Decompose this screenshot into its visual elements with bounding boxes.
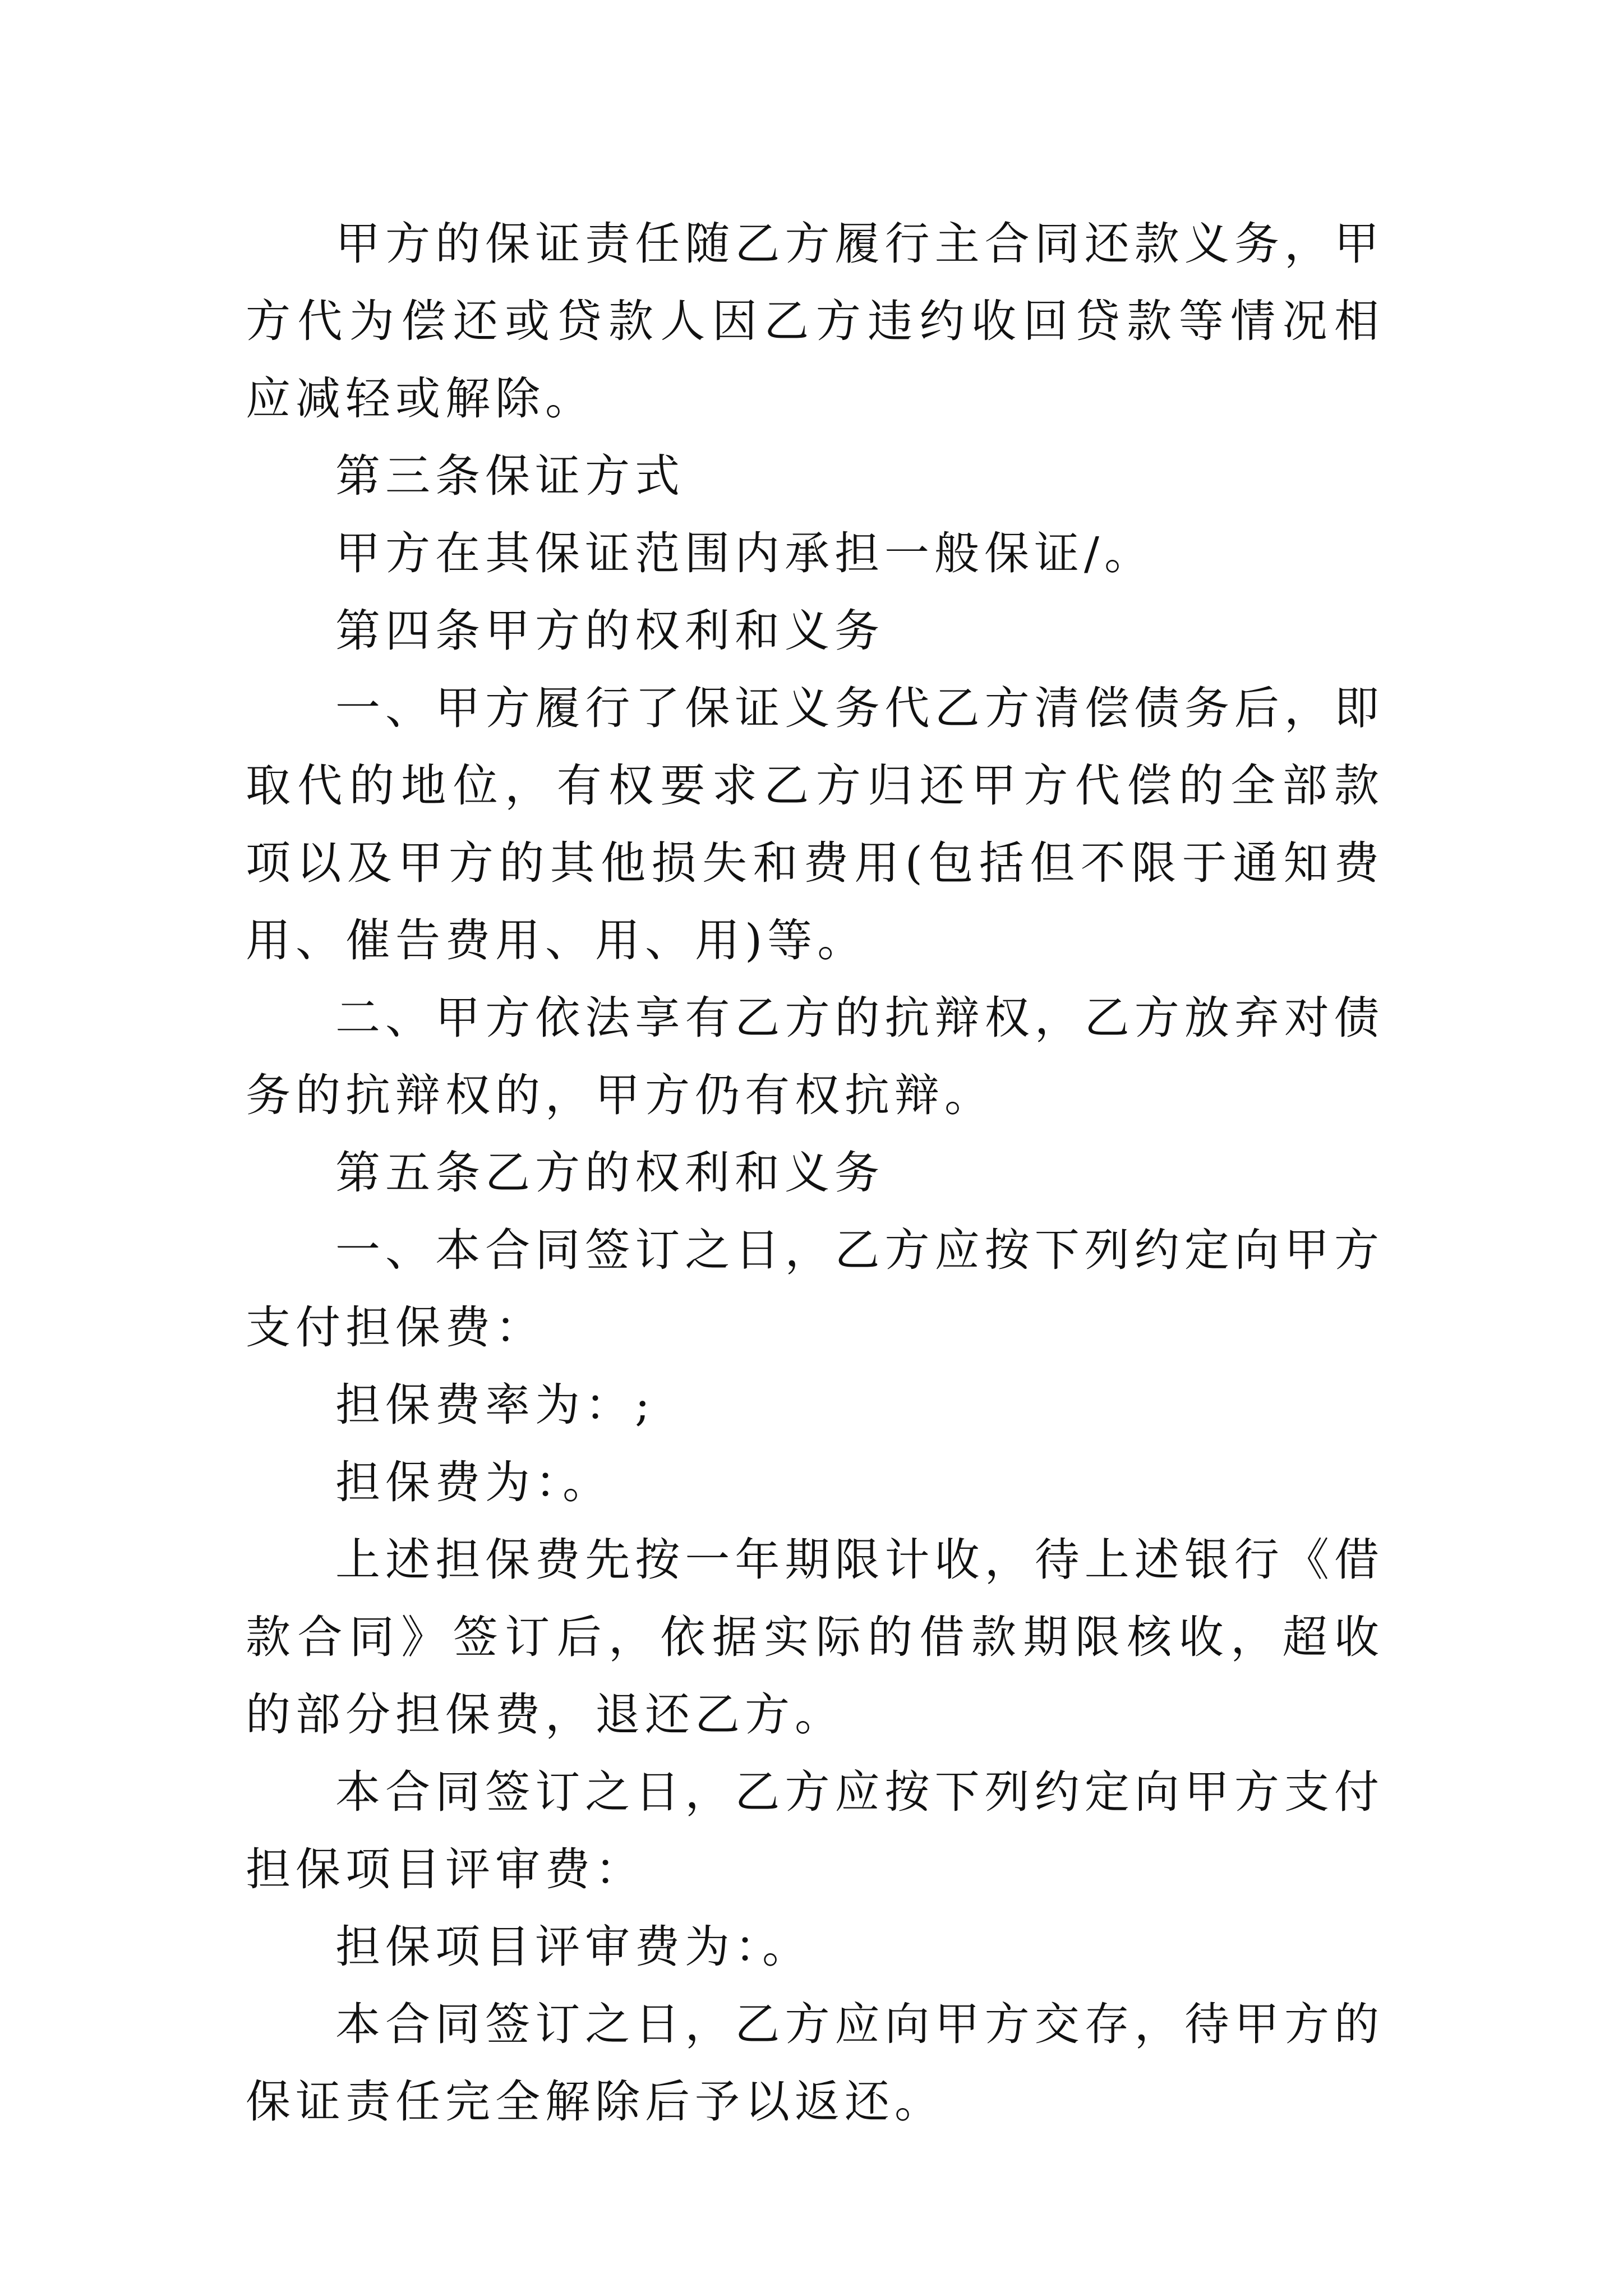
paragraph-party-b-fee: 一、本合同签订之日，乙方应按下列约定向甲方支付担保费： bbox=[246, 1224, 1384, 1354]
paragraph-guarantee-reduction: 甲方的保证责任随乙方履行主合同还款义务，甲方代为偿还或贷款人因乙方违约收回贷款等情况相应减轻或解除。 bbox=[246, 218, 1384, 425]
paragraph-review-fee: 本合同签订之日，乙方应按下列约定向甲方支付担保项目评审费： bbox=[246, 1766, 1384, 1895]
paragraph-fee-collection: 上述担保费先按一年期限计收，待上述银行《借款合同》签订后，依据实际的借款期限核收，超收的部分担保费，退还乙方。 bbox=[246, 1534, 1384, 1741]
paragraph-party-a-right-1: 一、甲方履行了保证义务代乙方清偿债务后，即取代的地位，有权要求乙方归还甲方代偿的全部款项以及甲方的其他损失和费用(包括但不限于通知费用、催告费用、用、用)等。 bbox=[246, 682, 1384, 967]
heading-article-3: 第三条保证方式 bbox=[335, 450, 685, 502]
paragraph-review-fee-amount: 担保项目评审费为：。 bbox=[335, 1921, 812, 1973]
paragraph-deposit: 本合同签订之日，乙方应向甲方交存，待甲方的保证责任完全解除后予以返还。 bbox=[246, 1998, 1384, 2128]
paragraph-fee-amount: 担保费为：。 bbox=[335, 1456, 612, 1508]
heading-article-5: 第五条乙方的权利和义务 bbox=[335, 1147, 884, 1199]
paragraph-party-a-right-2: 二、甲方依法享有乙方的抗辩权，乙方放弃对债务的抗辩权的，甲方仍有权抗辩。 bbox=[246, 992, 1384, 1121]
document-body bbox=[246, 205, 1384, 2141]
heading-article-4: 第四条甲方的权利和义务 bbox=[335, 605, 884, 657]
paragraph-guarantee-type: 甲方在其保证范围内承担一般保证/。 bbox=[335, 527, 1154, 579]
paragraph-fee-rate: 担保费率为：; bbox=[335, 1379, 655, 1431]
